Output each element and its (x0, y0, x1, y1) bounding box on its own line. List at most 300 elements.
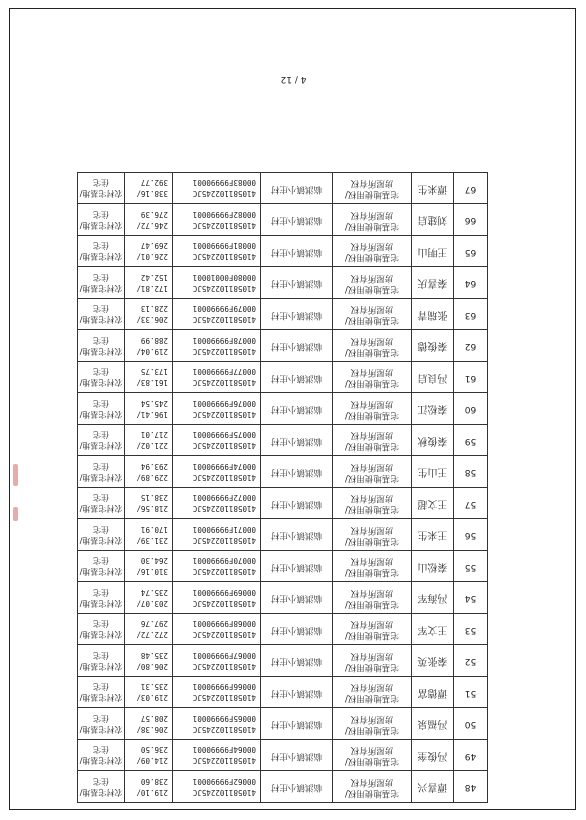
table-row (78, 425, 488, 457)
unit-code (173, 236, 261, 268)
area-values (125, 425, 173, 457)
area-values-line: 236.50 (140, 745, 168, 755)
unit-code (173, 173, 261, 205)
area-values-line: 206.38/ (136, 724, 168, 734)
unit-code (173, 708, 261, 740)
unit-code-line: 410581102245JC (192, 189, 256, 199)
unit-code-line: 410581102245JC (192, 378, 256, 388)
right-type-line: 宅基地使用权/ (345, 346, 399, 357)
right-type-line: 宅基地使用权/ (345, 661, 399, 672)
land-use-line: 住宅 (93, 398, 109, 408)
area-values-line: 219.04/ (136, 346, 168, 356)
area-values-line: 338.16/ (136, 189, 168, 199)
right-type-line: 宅基地使用权/ (345, 409, 399, 420)
land-use (78, 299, 125, 331)
village-location: 临淇镇小庄村 (261, 299, 333, 331)
unit-code-line: 00066F99990001 (192, 682, 256, 692)
land-use-line: 住宅 (93, 430, 109, 440)
area-values-line: 219.10/ (136, 787, 168, 797)
table-row (78, 708, 488, 740)
table-row (78, 362, 488, 394)
table-row (78, 173, 488, 205)
land-use-line: 农村宅基地/ (79, 756, 123, 766)
land-use-line: 住宅 (93, 682, 109, 692)
right-type (333, 236, 412, 268)
area-values-line: 172.81/ (136, 283, 168, 293)
land-use-line: 农村宅基地/ (79, 252, 123, 262)
row-number: 52 (454, 645, 488, 677)
village-location: 临淇镇小庄村 (261, 204, 333, 236)
area-values-line: 152.42 (140, 272, 168, 282)
unit-code-line: 00064F99990001 (192, 745, 256, 755)
unit-code (173, 771, 261, 803)
unit-code (173, 519, 261, 551)
area-values (125, 582, 173, 614)
village-location: 临淇镇小庄村 (261, 236, 333, 268)
land-use-line: 农村宅基地/ (79, 598, 123, 608)
land-use-line: 住宅 (93, 178, 109, 188)
area-values-line: 276.39 (140, 209, 168, 219)
seal-mark (13, 464, 18, 486)
land-use-line: 农村宅基地/ (79, 535, 123, 545)
land-use-line: 农村宅基地/ (79, 346, 123, 356)
village-location: 临淇镇小庄村 (261, 173, 333, 205)
area-values-line: 161.83/ (136, 378, 168, 388)
right-type (333, 456, 412, 488)
unit-code (173, 362, 261, 394)
area-values-line: 272.72/ (136, 630, 168, 640)
land-use-line: 农村宅基地/ (79, 724, 123, 734)
right-type (333, 362, 412, 394)
row-number: 55 (454, 551, 488, 583)
unit-code-line: 00082F99990001 (192, 209, 256, 219)
land-use-line: 农村宅基地/ (79, 567, 123, 577)
land-use (78, 614, 125, 646)
village-location: 临淇镇小庄村 (261, 740, 333, 772)
village-location: 临淇镇小庄村 (261, 488, 333, 520)
village-location: 临淇镇小庄村 (261, 614, 333, 646)
right-type-line: 房屋所有权 (350, 587, 394, 598)
row-number: 63 (454, 299, 488, 331)
right-type (333, 488, 412, 520)
area-values-line: 269.47 (140, 241, 168, 251)
area-values-line: 203.07/ (136, 598, 168, 608)
unit-code-line: 410581102245JC (192, 535, 256, 545)
table-row (78, 456, 488, 488)
village-location: 临淇镇小庄村 (261, 393, 333, 425)
table-row (78, 645, 488, 677)
right-type (333, 425, 412, 457)
land-use-line: 农村宅基地/ (79, 441, 123, 451)
unit-code-line: 410581102245JC (192, 567, 256, 577)
right-type-line: 房屋所有权 (350, 776, 394, 787)
row-number: 66 (454, 204, 488, 236)
unit-code (173, 582, 261, 614)
row-number: 49 (454, 740, 488, 772)
table-row (78, 677, 488, 709)
right-type-line: 房屋所有权 (350, 461, 394, 472)
village-location: 临淇镇小庄村 (261, 519, 333, 551)
right-type (333, 173, 412, 205)
owner-name: 秦松江 (412, 393, 454, 425)
village-location: 临淇镇小庄村 (261, 677, 333, 709)
unit-code-line: 410581102245JC (192, 409, 256, 419)
right-type-line: 房屋所有权 (350, 650, 394, 661)
area-values (125, 645, 173, 677)
unit-code (173, 393, 261, 425)
area-values-line: 310.16/ (136, 567, 168, 577)
right-type-line: 宅基地使用权/ (345, 441, 399, 452)
unit-code-line: 00069F99990001 (192, 587, 256, 597)
row-number: 57 (454, 488, 488, 520)
area-values-line: 206.33/ (136, 315, 168, 325)
unit-code-line: 00062F99990001 (192, 776, 256, 786)
unit-code-line: 410581102245JC (192, 724, 256, 734)
area-values (125, 362, 173, 394)
unit-code (173, 267, 261, 299)
right-type (333, 582, 412, 614)
land-use-line: 农村宅基地/ (79, 693, 123, 703)
village-location: 临淇镇小庄村 (261, 771, 333, 803)
right-type (333, 677, 412, 709)
owner-name: 秦俊秋 (412, 425, 454, 457)
right-type (333, 771, 412, 803)
area-values (125, 488, 173, 520)
unit-code-line: 00080F00010001 (192, 272, 256, 282)
owner-name: 秦俊德 (412, 330, 454, 362)
rotated-page-content (10, 9, 577, 811)
table-row (78, 488, 488, 520)
unit-code (173, 330, 261, 362)
area-values (125, 551, 173, 583)
right-type-line: 房屋所有权 (350, 745, 394, 756)
owner-name: 王山生 (412, 456, 454, 488)
land-use-line: 农村宅基地/ (79, 661, 123, 671)
area-values-line: 208.57 (140, 713, 168, 723)
land-use (78, 236, 125, 268)
table-row (78, 771, 488, 803)
land-use-line: 农村宅基地/ (79, 472, 123, 482)
area-values (125, 173, 173, 205)
area-values-line: 229.89/ (136, 472, 168, 482)
unit-code-line: 00083F99990001 (192, 178, 256, 188)
land-use (78, 456, 125, 488)
village-location: 临淇镇小庄村 (261, 267, 333, 299)
right-type-line: 宅基地使用权/ (345, 220, 399, 231)
right-type-line: 宅基地使用权/ (345, 504, 399, 515)
table-row (78, 236, 488, 268)
unit-code-line: 410581102245JC (192, 283, 256, 293)
land-use (78, 204, 125, 236)
land-use (78, 488, 125, 520)
right-type-line: 房屋所有权 (350, 304, 394, 315)
row-number: 53 (454, 614, 488, 646)
land-use-line: 农村宅基地/ (79, 189, 123, 199)
unit-code (173, 677, 261, 709)
area-values (125, 330, 173, 362)
unit-code-line: 00065F99990001 (192, 713, 256, 723)
right-type-line: 宅基地使用权/ (345, 787, 399, 798)
row-number: 60 (454, 393, 488, 425)
land-use (78, 362, 125, 394)
area-values (125, 267, 173, 299)
unit-code (173, 614, 261, 646)
table-row (78, 551, 488, 583)
owner-name: 王文超 (412, 488, 454, 520)
table-row (78, 614, 488, 646)
land-use-line: 农村宅基地/ (79, 220, 123, 230)
unit-code-line: 00079F99990001 (192, 304, 256, 314)
owner-name: 秦喜庆 (412, 267, 454, 299)
area-values (125, 519, 173, 551)
owner-name: 刘建启 (412, 204, 454, 236)
unit-code-line: 410581102245JC (192, 441, 256, 451)
unit-code (173, 740, 261, 772)
unit-code-line: 410581102245JC (192, 315, 256, 325)
owner-name: 谭德富 (412, 677, 454, 709)
right-type-line: 宅基地使用权/ (345, 756, 399, 767)
right-type-line: 房屋所有权 (350, 713, 394, 724)
right-type (333, 551, 412, 583)
area-values (125, 771, 173, 803)
unit-code-line: 410581102245JC (192, 346, 256, 356)
land-use (78, 519, 125, 551)
land-use (78, 740, 125, 772)
land-use-line: 住宅 (93, 461, 109, 471)
unit-code (173, 551, 261, 583)
right-type-line: 房屋所有权 (350, 556, 394, 567)
area-values-line: 231.39/ (136, 535, 168, 545)
area-values (125, 236, 173, 268)
right-type-line: 房屋所有权 (350, 430, 394, 441)
unit-code-line: 410581102245JC (192, 756, 256, 766)
unit-code-line: 00070F99990001 (192, 556, 256, 566)
row-number: 61 (454, 362, 488, 394)
unit-code-line: 00078F99990001 (192, 335, 256, 345)
land-use-line: 住宅 (93, 272, 109, 282)
unit-code-line: 00077F99990001 (192, 367, 256, 377)
right-type-line: 宅基地使用权/ (345, 189, 399, 200)
village-location: 临淇镇小庄村 (261, 425, 333, 457)
right-type-line: 房屋所有权 (350, 178, 394, 189)
right-type-line: 房屋所有权 (350, 619, 394, 630)
unit-code-line: 00072F99990001 (192, 493, 256, 503)
land-use-line: 住宅 (93, 241, 109, 251)
row-number: 62 (454, 330, 488, 362)
land-use-line: 住宅 (93, 587, 109, 597)
village-location: 临淇镇小庄村 (261, 362, 333, 394)
table-row (78, 582, 488, 614)
row-number: 48 (454, 771, 488, 803)
land-use-line: 农村宅基地/ (79, 283, 123, 293)
unit-code (173, 456, 261, 488)
table-row (78, 393, 488, 425)
area-values-line: 235.74 (140, 587, 168, 597)
table-row (78, 267, 488, 299)
unit-code-line: 00076F99990001 (192, 398, 256, 408)
village-location: 临淇镇小庄村 (261, 456, 333, 488)
right-type (333, 519, 412, 551)
area-values-line: 235.48 (140, 650, 168, 660)
land-use-line: 农村宅基地/ (79, 315, 123, 325)
right-type-line: 房屋所有权 (350, 493, 394, 504)
right-type-line: 房屋所有权 (350, 209, 394, 220)
land-use (78, 677, 125, 709)
row-number: 58 (454, 456, 488, 488)
area-values (125, 614, 173, 646)
row-number: 51 (454, 677, 488, 709)
unit-code-line: 410581102245JC (192, 787, 256, 797)
unit-code (173, 204, 261, 236)
owner-name: 秦张英 (412, 645, 454, 677)
area-values-line: 221.02/ (136, 441, 168, 451)
village-location: 临淇镇小庄村 (261, 582, 333, 614)
area-values-line: 228.13 (140, 304, 168, 314)
unit-code-line: 00067F99990001 (192, 650, 256, 660)
right-type (333, 740, 412, 772)
land-use (78, 425, 125, 457)
unit-code-line: 410581102245JC (192, 630, 256, 640)
area-values-line: 217.01 (140, 430, 168, 440)
table-row (78, 299, 488, 331)
unit-code-line: 00081F99990001 (192, 241, 256, 251)
area-values-line: 219.03/ (136, 693, 168, 703)
row-number: 67 (454, 173, 488, 205)
area-values-line: 288.99 (140, 335, 168, 345)
area-values-line: 196.41/ (136, 409, 168, 419)
owner-name: 王文军 (412, 614, 454, 646)
right-type (333, 614, 412, 646)
row-number: 59 (454, 425, 488, 457)
table-row (78, 204, 488, 236)
right-type (333, 645, 412, 677)
unit-code (173, 425, 261, 457)
land-use (78, 645, 125, 677)
land-use (78, 173, 125, 205)
unit-code-line: 410581102245JC (192, 220, 256, 230)
owner-name: 冯俊奎 (412, 740, 454, 772)
right-type-line: 宅基地使用权/ (345, 724, 399, 735)
row-number: 54 (454, 582, 488, 614)
right-type (333, 267, 412, 299)
land-use (78, 393, 125, 425)
right-type-line: 宅基地使用权/ (345, 535, 399, 546)
owner-name: 冯良启 (412, 362, 454, 394)
land-use-line: 农村宅基地/ (79, 787, 123, 797)
right-type-line: 房屋所有权 (350, 524, 394, 535)
unit-code-line: 410581102245JC (192, 598, 256, 608)
area-values (125, 393, 173, 425)
right-type (333, 393, 412, 425)
area-values-line: 235.31 (140, 682, 168, 692)
right-type-line: 宅基地使用权/ (345, 378, 399, 389)
area-values-line: 392.77 (140, 178, 168, 188)
land-use (78, 708, 125, 740)
unit-code-line: 410581102245JC (192, 252, 256, 262)
owner-name: 冯福泉 (412, 708, 454, 740)
area-values-line: 293.94 (140, 461, 168, 471)
area-values-line: 226.01/ (136, 252, 168, 262)
unit-code-line: 00075F99990001 (192, 430, 256, 440)
land-use-line: 农村宅基地/ (79, 504, 123, 514)
table-row (78, 519, 488, 551)
owner-name: 秦松山 (412, 551, 454, 583)
right-type-line: 房屋所有权 (350, 241, 394, 252)
owner-name: 王明山 (412, 236, 454, 268)
table-row (78, 330, 488, 362)
right-type-line: 宅基地使用权/ (345, 693, 399, 704)
registration-table (77, 172, 488, 803)
area-values-line: 246.72/ (136, 220, 168, 230)
land-use-line: 住宅 (93, 650, 109, 660)
table-row (78, 740, 488, 772)
land-use-line: 农村宅基地/ (79, 630, 123, 640)
right-type-line: 宅基地使用权/ (345, 598, 399, 609)
land-use-line: 住宅 (93, 776, 109, 786)
area-values-line: 214.09/ (136, 756, 168, 766)
land-use-line: 住宅 (93, 304, 109, 314)
right-type-line: 宅基地使用权/ (345, 472, 399, 483)
right-type-line: 宅基地使用权/ (345, 630, 399, 641)
owner-name: 谭来生 (412, 173, 454, 205)
area-values-line: 238.15 (140, 493, 168, 503)
owner-name: 冯海军 (412, 582, 454, 614)
row-number: 64 (454, 267, 488, 299)
unit-code (173, 299, 261, 331)
land-use-line: 住宅 (93, 713, 109, 723)
land-use-line: 农村宅基地/ (79, 409, 123, 419)
row-number: 50 (454, 708, 488, 740)
area-values-line: 170.91 (140, 524, 168, 534)
area-values-line: 297.76 (140, 619, 168, 629)
row-number: 65 (454, 236, 488, 268)
land-use-line: 住宅 (93, 493, 109, 503)
area-values-line: 245.54 (140, 398, 168, 408)
area-values (125, 708, 173, 740)
right-type (333, 330, 412, 362)
right-type-line: 房屋所有权 (350, 682, 394, 693)
page-number: 4 / 12 (280, 74, 307, 84)
area-values-line: 218.56/ (136, 504, 168, 514)
village-location: 临淇镇小庄村 (261, 645, 333, 677)
land-use-line: 住宅 (93, 209, 109, 219)
land-use-line: 住宅 (93, 745, 109, 755)
area-values (125, 299, 173, 331)
row-number: 56 (454, 519, 488, 551)
area-values (125, 677, 173, 709)
right-type-line: 房屋所有权 (350, 398, 394, 409)
land-use-line: 住宅 (93, 524, 109, 534)
area-values-line: 173.75 (140, 367, 168, 377)
unit-code-line: 00071F99990001 (192, 524, 256, 534)
land-use (78, 582, 125, 614)
unit-code-line: 410581102245JC (192, 661, 256, 671)
unit-code-line: 410581102245JC (192, 472, 256, 482)
unit-code (173, 645, 261, 677)
area-values (125, 204, 173, 236)
right-type-line: 房屋所有权 (350, 367, 394, 378)
unit-code (173, 488, 261, 520)
right-type-line: 房屋所有权 (350, 272, 394, 283)
land-use-line: 住宅 (93, 556, 109, 566)
village-location: 临淇镇小庄村 (261, 551, 333, 583)
land-use-line: 住宅 (93, 335, 109, 345)
unit-code-line: 410581102245JC (192, 693, 256, 703)
seal-mark (13, 507, 18, 521)
land-use-line: 住宅 (93, 619, 109, 629)
right-type-line: 房屋所有权 (350, 335, 394, 346)
right-type (333, 299, 412, 331)
